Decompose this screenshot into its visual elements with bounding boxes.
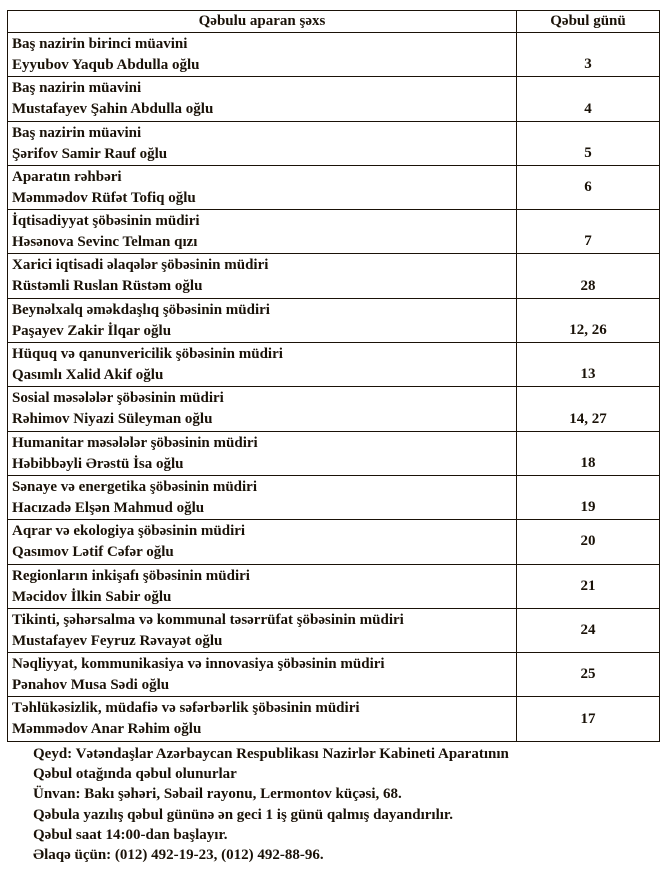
table-row [8,298,660,342]
position-title: Tikinti, şəhərsalma və kommunal təsərrüfat şöbəsinin müdiri [12,611,404,628]
position-title: Aqrar və ekologiya şöbəsinin müdiri [12,523,246,540]
reception-day: 18 [517,431,660,475]
person-cell [8,165,517,209]
person-name: Mustafayev Feyruz Rəvayət oğlu [12,632,223,649]
person-name: Məmmədov Rüfət Tofiq oğlu [12,189,196,206]
person-name: Paşayev Zakir İlqar oğlu [12,322,172,339]
person-cell [8,254,517,298]
person-cell [8,564,517,608]
note-line: Qəbul saat 14:00-dan başlayır. [33,826,228,843]
reception-day: 28 [517,254,660,298]
note-line: Əlaqə üçün: (012) 492-19-23, (012) 492-88-96. [33,847,324,864]
person-cell [8,77,517,121]
person-name: Həsənova Sevinc Telman qızı [12,234,198,251]
table-row [8,653,660,697]
person-name: Rüstəmli Ruslan Rüstəm oğlu [12,278,203,295]
notes-block [33,744,509,865]
position-title: Sosial məsələlər şöbəsinin müdiri [12,390,224,407]
person-cell [8,697,517,741]
person-cell [8,653,517,697]
table-row [8,520,660,564]
person-name: Pənahov Musa Sədi oğlu [12,677,170,694]
table-row [8,431,660,475]
note-line: Qəbula yazılış qəbul gününə ən geci 1 iş günü qalmış dayandırılır. [33,806,453,823]
position-title: Nəqliyyat, kommunikasiya və innovasiya şöbəsinin müdiri [12,656,385,673]
position-title: Humanitar məsələlər şöbəsinin müdiri [12,434,258,451]
header-day: Qəbul günü [517,11,660,33]
person-name: Mustafayev Şahin Abdulla oğlu [12,101,214,118]
position-title: Xarici iqtisadi əlaqələr şöbəsinin müdiri [12,257,269,274]
table-row [8,608,660,652]
person-cell [8,608,517,652]
position-title: Beynəlxalq əməkdaşlıq şöbəsinin müdiri [12,301,270,318]
reception-day: 7 [517,210,660,254]
table-row [8,210,660,254]
reception-day: 3 [517,33,660,77]
person-name: Qasımlı Xalid Akif oğlu [12,367,164,384]
table-row [8,121,660,165]
person-cell [8,343,517,387]
note-line: Qəbul otağında qəbul olunurlar [33,766,237,783]
reception-day: 20 [517,520,660,564]
table-row [8,165,660,209]
person-cell [8,387,517,431]
position-title: Regionların inkişafı şöbəsinin müdiri [12,567,250,584]
person-cell [8,475,517,519]
reception-day: 14, 27 [517,387,660,431]
position-title: Baş nazirin müavini [12,80,142,97]
reception-day: 17 [517,697,660,741]
person-name: Rəhimov Niyazi Süleyman oğlu [12,411,213,428]
header-person: Qəbulu aparan şəxs [8,11,517,33]
table-row [8,387,660,431]
person-name: Hacızadə Elşən Mahmud oğlu [12,499,205,516]
person-cell [8,520,517,564]
table-row [8,343,660,387]
person-name: Məcidov İlkin Sabir oğlu [12,588,172,605]
person-cell [8,121,517,165]
person-name: Eyyubov Yaqub Abdulla oğlu [12,57,200,73]
table-row [8,564,660,608]
position-title: Sənaye və energetika şöbəsinin müdiri [12,478,258,495]
reception-day: 5 [517,121,660,165]
reception-day: 6 [517,165,660,209]
position-title: Təhlükəsizlik, müdafiə və səfərbərlik şöbəsinin müdiri [12,700,360,717]
reception-day: 13 [517,343,660,387]
position-title: Baş nazirin birinci müavini [12,36,188,52]
person-name: Şərifov Samir Rauf oğlu [12,145,168,162]
person-cell [8,431,517,475]
position-title: Hüquq və qanunvericilik şöbəsinin müdiri [12,346,283,363]
person-name: Qasımov Lətif Cəfər oğlu [12,544,174,561]
note-line: Ünvan: Bakı şəhəri, Səbail rayonu, Lermontov küçəsi, 68. [33,786,402,803]
reception-day: 19 [517,475,660,519]
position-title: Baş nazirin müavini [12,124,142,141]
position-title: İqtisadiyyat şöbəsinin müdiri [12,213,200,230]
note-line: Qeyd: Vətəndaşlar Azərbaycan Respublikası Nazirlər Kabineti Aparatının [33,746,509,762]
reception-day: 12, 26 [517,298,660,342]
table-row [8,254,660,298]
reception-schedule-table [7,10,660,742]
table-row [8,475,660,519]
position-title: Aparatın rəhbəri [12,168,122,185]
person-cell [8,210,517,254]
person-name: Məmmədov Anar Rəhim oğlu [12,721,202,738]
table-row [8,33,660,77]
person-cell [8,298,517,342]
person-name: Həbibbəyli Ərəstü İsa oğlu [12,455,184,472]
table-header-row [8,11,660,33]
table-row [8,77,660,121]
person-cell [8,33,517,77]
reception-day: 24 [517,608,660,652]
reception-day: 4 [517,77,660,121]
reception-day: 21 [517,564,660,608]
table-row [8,697,660,741]
reception-day: 25 [517,653,660,697]
